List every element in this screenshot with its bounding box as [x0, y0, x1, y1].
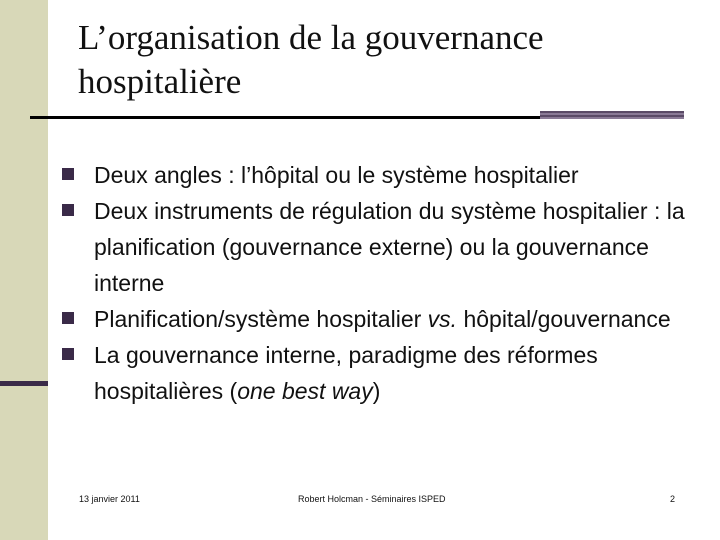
square-bullet-icon — [62, 204, 74, 216]
bullet-text: Deux instruments de régulation du système hospitalier : la planification (gouvernance externe) ou la gouvernance interne — [94, 198, 685, 296]
bullet-item — [62, 337, 702, 409]
bullet-text: La gouvernance interne, paradigme des réformes hospitalières ( — [94, 342, 598, 404]
square-bullet-icon — [62, 168, 74, 180]
bullet-item — [62, 157, 702, 193]
bullet-item — [62, 193, 702, 301]
bullet-item — [62, 301, 702, 337]
footer-date: 13 janvier 2011 — [79, 494, 140, 504]
page-number: 2 — [670, 494, 676, 504]
left-decorative-band — [0, 0, 48, 540]
bullet-text-end: ) — [372, 378, 381, 404]
footer-author: Robert Holcman - Séminaires ISPED — [298, 494, 446, 504]
title-underline-accent — [540, 111, 684, 119]
bullet-italic-text: vs. — [427, 306, 458, 332]
bullet-text-end: hôpital/gouvernance — [457, 306, 671, 332]
bullet-list — [62, 157, 702, 409]
bullet-italic-text: one best way — [237, 378, 373, 404]
square-bullet-icon — [62, 312, 74, 324]
square-bullet-icon — [62, 348, 74, 360]
bullet-text: Planification/système hospitalier — [94, 306, 428, 332]
bullet-text: Deux angles : l’hôpital ou le système hospitalier — [94, 162, 579, 188]
left-band-accent-bar — [0, 381, 48, 386]
slide-title: L’organisation de la gouvernance hospitalière — [78, 18, 544, 101]
